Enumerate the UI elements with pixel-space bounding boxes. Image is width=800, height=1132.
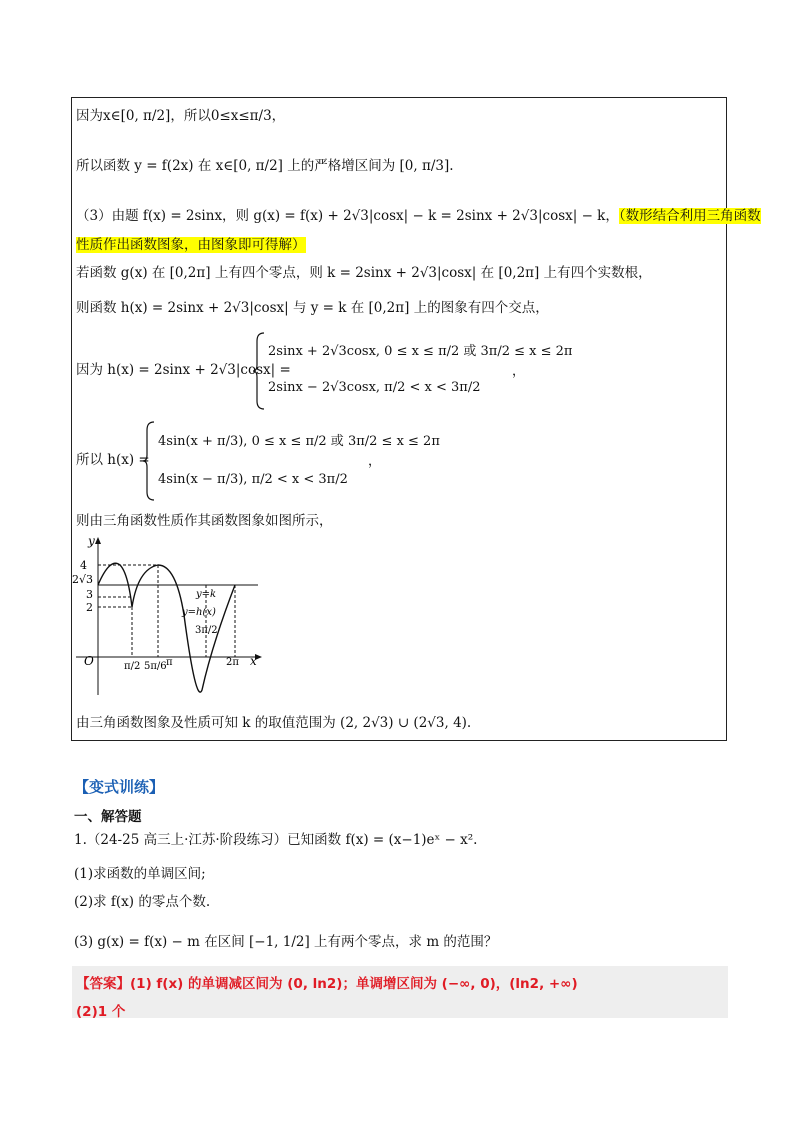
question-1: 1.（24-25 高三上·江苏·阶段练习）已知函数 f(x) = (x−1)eˣ − x². bbox=[74, 832, 478, 848]
function-graph bbox=[72, 535, 272, 705]
question-1-part-2: (2)求 f(x) 的零点个数. bbox=[74, 894, 211, 910]
left-brace-2 bbox=[142, 420, 156, 502]
solution-line-3 bbox=[76, 206, 761, 226]
y-tick-3: 3 bbox=[86, 588, 93, 601]
sub-title: 一、解答题 bbox=[74, 809, 142, 825]
piecewise-2-prefix: 所以 h(x) = bbox=[76, 452, 150, 468]
y-axis-label: y bbox=[88, 535, 95, 548]
solution-line-10: 由三角函数图象及性质可知 k 的取值范围为 (2, 2√3) ∪ (2√3, 4). bbox=[76, 715, 472, 731]
x-tick-5pi-6: 5π/6 bbox=[144, 661, 167, 672]
label-y-equals-h: y=h(x) bbox=[182, 607, 216, 618]
solution-line-1: 因为x∈[0, π/2]，所以0≤x≤π/3， bbox=[76, 108, 286, 124]
piecewise-1-suffix: ， bbox=[512, 364, 526, 379]
x-tick-pi: π bbox=[166, 657, 173, 668]
piecewise-2-suffix: ， bbox=[368, 454, 382, 469]
solution-line-4 bbox=[76, 235, 306, 255]
solution-line-2: 所以函数 y = f(2x) 在 x∈[0, π/2] 上的严格增区间为 [0, π/3]. bbox=[76, 158, 454, 174]
piecewise-1-case-a: 2sinx + 2√3cosx, 0 ≤ x ≤ π/2 或 3π/2 ≤ x ≤ 2π bbox=[268, 344, 573, 359]
piecewise-1-prefix: 因为 h(x) = 2sinx + 2√3|cosx| = bbox=[76, 362, 291, 378]
y-axis-arrow bbox=[95, 537, 101, 544]
x-axis-label: x bbox=[250, 654, 257, 668]
label-y-equals-k: y=k bbox=[196, 589, 217, 600]
answer-line-2: (2)1 个 bbox=[76, 1004, 126, 1020]
x-tick-2pi: 2π bbox=[226, 657, 239, 668]
left-brace-1 bbox=[252, 331, 266, 411]
origin-label: O bbox=[84, 654, 94, 668]
x-tick-pi-half: π/2 bbox=[124, 661, 141, 672]
highlight-note-1: （数形结合利用三角函数 bbox=[618, 208, 761, 224]
solution-line-9: 则由三角函数性质作其函数图象如图所示， bbox=[76, 513, 333, 529]
piecewise-2-case-b: 4sin(x − π/3), π/2 < x < 3π/2 bbox=[158, 472, 348, 487]
y-tick-2sqrt3: 2√3 bbox=[72, 573, 94, 586]
piecewise-2-case-a: 4sin(x + π/3), 0 ≤ x ≤ π/2 或 3π/2 ≤ x ≤ 2π bbox=[158, 434, 440, 449]
solution-line-6: 则函数 h(x) = 2sinx + 2√3|cosx| 与 y = k 在 [0,2π] 上的图象有四个交点， bbox=[76, 300, 549, 316]
solution-line-3-main: （3）由题 f(x) = 2sinx，则 g(x) = f(x) + 2√3|cosx| − k = 2sinx + 2√3|cosx| − k， bbox=[76, 208, 619, 224]
highlight-note-2: 性质作出函数图象，由图象即可得解） bbox=[76, 237, 306, 253]
y-tick-2: 2 bbox=[86, 601, 93, 614]
question-1-part-1: (1)求函数的单调区间; bbox=[74, 866, 206, 882]
y-tick-4: 4 bbox=[80, 559, 87, 572]
piecewise-1-case-b: 2sinx − 2√3cosx, π/2 < x < 3π/2 bbox=[268, 380, 481, 395]
question-1-part-3: (3) g(x) = f(x) − m 在区间 [−1, 1/2] 上有两个零点，求 m 的范围？ bbox=[74, 934, 498, 950]
answer-line-1: 【答案】(1) f(x) 的单调减区间为 (0, ln2)；单调增区间为 (−∞, 0)，(ln2, +∞) bbox=[76, 976, 578, 992]
section-title: 【变式训练】 bbox=[74, 778, 165, 796]
solution-line-5: 若函数 g(x) 在 [0,2π] 上有四个零点，则 k = 2sinx + 2√3|cosx| 在 [0,2π] 上有四个实数根， bbox=[76, 265, 652, 281]
x-tick-3pi-2: 3π/2 bbox=[195, 625, 218, 636]
